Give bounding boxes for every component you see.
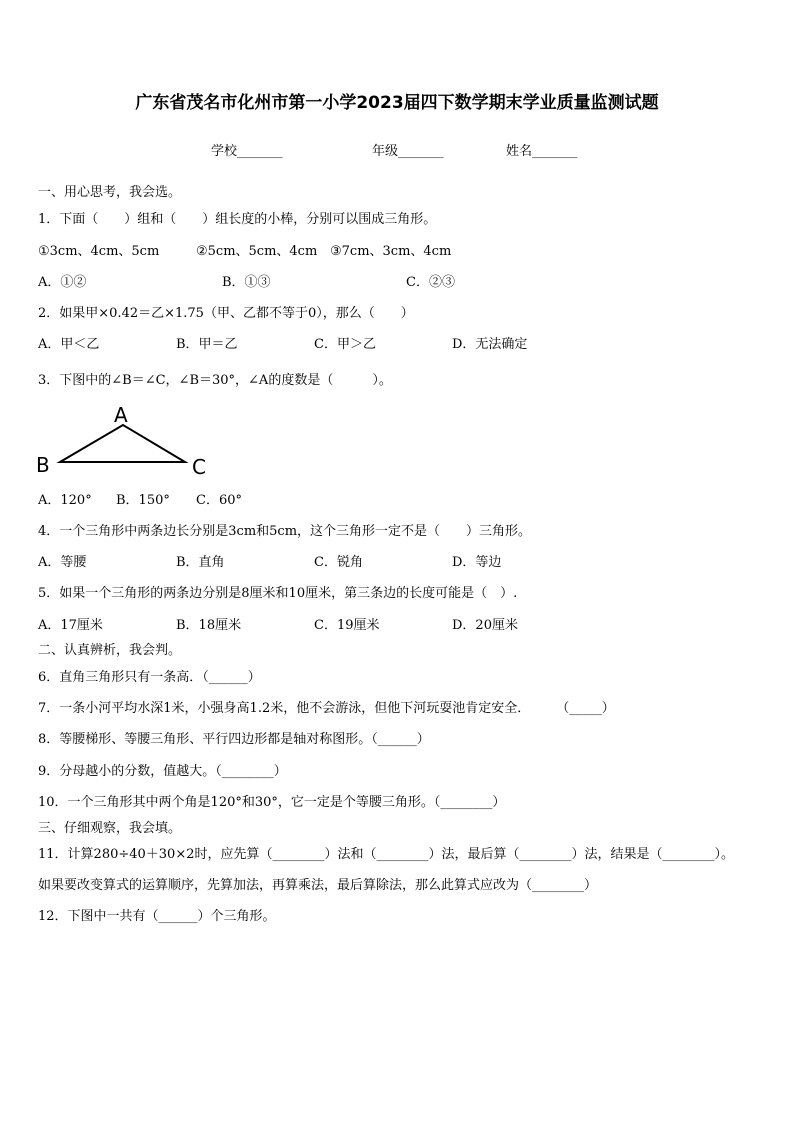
- vertex-label-b: B: [36, 453, 50, 477]
- name-field: 姓名_______: [506, 144, 578, 159]
- question-11-line-2: 如果要改变算式的运算顺序，先算加法，再算乘法，最后算除法，那么此算式应改为（________）: [38, 878, 598, 893]
- q2-option-d: D．无法确定: [452, 337, 528, 352]
- question-4: 4．一个三角形中两条边长分别是3cm和5cm，这个三角形一定不是（ ）三角形。: [38, 524, 532, 539]
- triangle-figure: [30, 398, 220, 480]
- question-6: 6．直角三角形只有一条高．（______）: [38, 670, 261, 685]
- section-2-heading: 二、认真辨析，我会判。: [38, 643, 182, 658]
- question-11-line-1: 11．计算280÷40＋30×2时，应先算（________）法和（________）法，最后算（________）法，结果是（________）。: [38, 847, 734, 862]
- q4-option-b: B．直角: [176, 555, 225, 570]
- q4-option-a: A．等腰: [38, 555, 87, 570]
- question-5: 5．如果一个三角形的两条边分别是8厘米和10厘米，第三条边的长度可能是（ ）.: [38, 586, 518, 601]
- question-12: 12．下图中一共有（______）个三角形。: [38, 909, 276, 924]
- page-title: 广东省茂名市化州市第一小学2023届四下数学期末学业质量监测试题: [135, 93, 659, 113]
- q1-item-2: ②5cm、5cm、4cm: [196, 244, 318, 259]
- grade-field: 年级_______: [372, 144, 444, 159]
- q5-option-b: B．18厘米: [176, 618, 242, 633]
- q4-option-c: C．锐角: [314, 555, 363, 570]
- q3-option-b: B．150°: [116, 493, 170, 508]
- question-7: 7．一条小河平均水深1米，小强身高1.2米，他不会游泳，但他下河玩耍池肯定安全． （_____）: [38, 701, 615, 716]
- q1-item-1: ①3cm、4cm、5cm: [38, 244, 160, 259]
- q4-option-d: D．等边: [452, 555, 502, 570]
- question-10: 10．一个三角形其中两个角是120°和30°，它一定是个等腰三角形。（________）: [38, 795, 506, 810]
- question-8: 8．等腰梯形、等腰三角形、平行四边形都是轴对称图形。（______）: [38, 732, 430, 747]
- section-3-heading: 三、仔细观察，我会填。: [38, 821, 182, 836]
- q2-option-a: A．甲＜乙: [38, 337, 100, 352]
- question-9: 9．分母越小的分数，值越大。（________）: [38, 764, 287, 779]
- q2-option-b: B．甲＝乙: [176, 337, 238, 352]
- q1-option-c: C．②③: [406, 275, 455, 290]
- q1-item-3: ③7cm、3cm、4cm: [330, 244, 452, 259]
- vertex-label-c: C: [192, 455, 206, 479]
- question-2: 2．如果甲×0.42＝乙×1.75（甲、乙都不等于0），那么（ ）: [38, 306, 414, 321]
- q5-option-c: C．19厘米: [314, 618, 380, 633]
- q2-option-c: C．甲＞乙: [314, 337, 376, 352]
- q3-option-a: A．120°: [38, 493, 92, 508]
- section-1-heading: 一、用心思考，我会选。: [38, 185, 182, 200]
- question-3: 3．下图中的∠B＝∠C，∠B＝30°，∠A的度数是（ ）。: [38, 373, 392, 388]
- q1-option-a: A．①②: [38, 275, 87, 290]
- q5-option-d: D．20厘米: [452, 618, 518, 633]
- q3-option-c: C．60°: [196, 493, 242, 508]
- question-1: 1．下面（ ）组和（ ）组长度的小棒，分别可以围成三角形。: [38, 212, 437, 227]
- school-field: 学校_______: [211, 144, 283, 159]
- vertex-label-a: A: [114, 403, 128, 427]
- triangle-shape: [60, 425, 185, 462]
- q5-option-a: A．17厘米: [38, 618, 103, 633]
- q1-option-b: B．①③: [222, 275, 271, 290]
